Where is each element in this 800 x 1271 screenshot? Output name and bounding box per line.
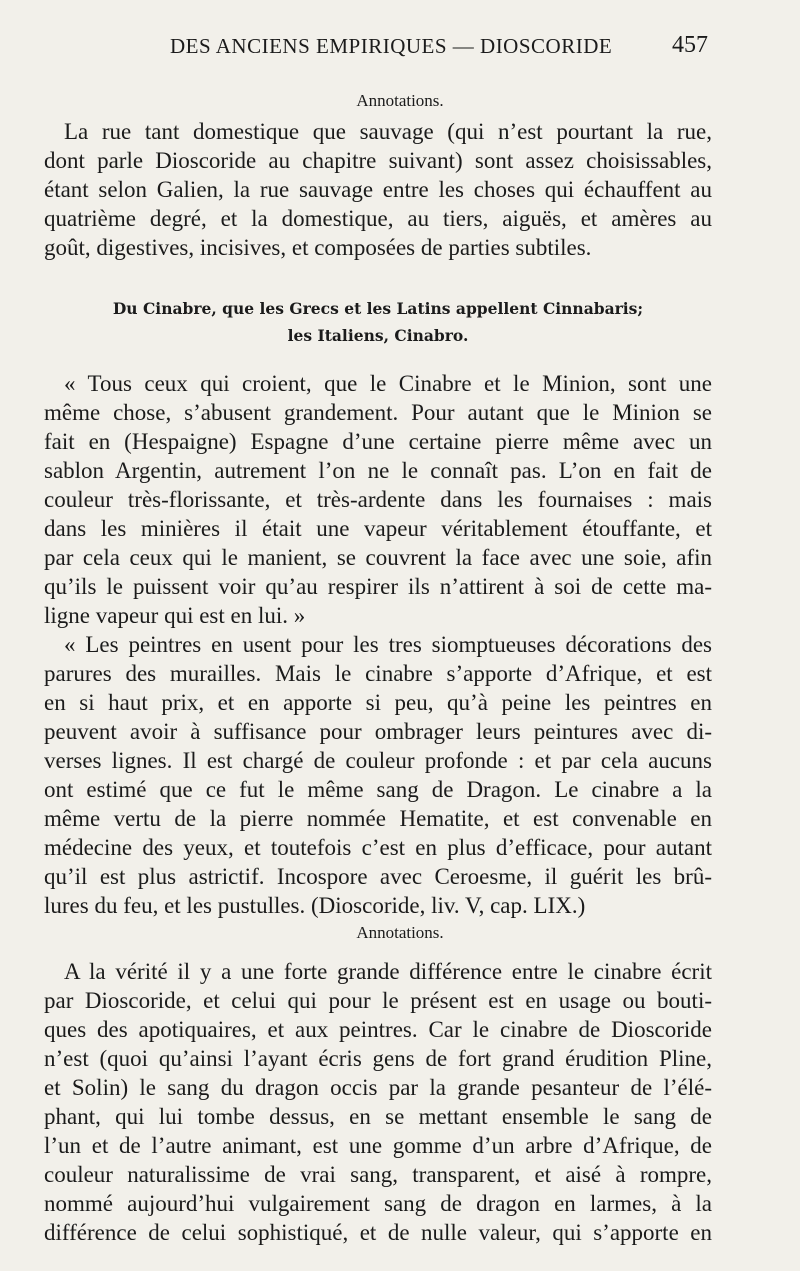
text-line: ligne vapeur qui est en lui. » [44,603,306,628]
text-line: même vertu de la pierre nommée Hematite, et est convenable en [44,806,712,831]
text-line: étant selon Galien, la rue sauvage entre les choses qui échauffent au [44,177,712,202]
text-line: « Les peintres en usent pour les tres siomptueuses décorations des [64,632,712,657]
page-number: 457 [672,32,708,58]
text-line: parures des murailles. Mais le cinabre s’apporte d’Afrique, et est [44,661,712,686]
text-line: par cela ceux qui le manient, se couvrent la face avec une soie, afin [44,545,712,570]
text-line: dont parle Dioscoride au chapitre suivant) sont assez choisissables, [44,148,712,173]
text-line: La rue tant domestique que sauvage (qui n’est pourtant la rue, [64,119,712,144]
text-line: couleur naturalissime de vrai sang, transparent, et aisé à rompre, [44,1162,712,1187]
text-line: qu’ils le puissent voir qu’au respirer ils n’attirent à soi de cette ma- [44,574,712,599]
text-line: même chose, s’abusent grandement. Pour autant que le Minion se [44,400,712,425]
text-line: « Tous ceux qui croient, que le Cinabre et le Minion, sont une [64,371,712,396]
text-line: verses lignes. Il est chargé de couleur profonde : et par cela aucuns [44,748,712,773]
text-line: et Solin) le sang du dragon occis par la grande pesanteur de l’élé- [44,1075,712,1100]
text-line: ont estimé que ce fut le même sang de Dragon. Le cinabre a la [44,777,712,802]
text-line: en si haut prix, et en apporte si peu, qu’à peine les peintres en [44,690,712,715]
text-line: sablon Argentin, autrement l’on ne le connaît pas. L’on en fait de [44,458,712,483]
text-line: fait en (Hespaigne) Espagne d’une certaine pierre même avec un [44,429,712,454]
running-title: DES ANCIENS EMPIRIQUES — DIOSCORIDE [170,34,613,58]
annotations-label: Annotations. [356,91,444,110]
annotations-label: Annotations. [356,923,444,942]
text-line: goût, digestives, incisives, et composées de parties subtiles. [44,235,592,260]
text-line: dans les minières il était une vapeur véritablement étouffante, et [44,516,712,541]
text-line: peuvent avoir à suffisance pour ombrager leurs peintures avec di- [44,719,712,744]
section-heading: Du Cinabre, que les Grecs et les Latins appellent Cinnabaris; [112,299,644,318]
text-line: phant, qui lui tombe dessus, en se mettant ensemble le sang de [44,1104,712,1129]
text-line: lures du feu, et les pustulles. (Dioscoride, liv. V, cap. LIX.) [44,893,586,918]
text-line: par Dioscoride, et celui qui pour le présent est en usage ou bouti- [44,988,712,1013]
text-line: couleur très-florissante, et très-ardente dans les fournaises : mais [44,487,712,512]
text-line: différence de celui sophistiqué, et de nulle valeur, qui s’apporte en [44,1220,712,1245]
text-line: ques des apotiquaires, et aux peintres. Car le cinabre de Dioscoride [44,1017,712,1042]
text-line: quatrième degré, et la domestique, au tiers, aiguës, et amères au [44,206,712,231]
section-heading: les Italiens, Cinabro. [287,326,469,345]
text-line: n’est (quoi qu’ainsi l’ayant écris gens de fort grand érudition Pline, [44,1046,712,1071]
text-line: médecine des yeux, et toutefois c’est en plus d’efficace, pour autant [44,835,712,860]
text-line: A la vérité il y a une forte grande différence entre le cinabre écrit [64,959,712,984]
text-line: l’un et de l’autre animant, est une gomme d’un arbre d’Afrique, de [44,1133,712,1158]
text-line: qu’il est plus astrictif. Incospore avec Ceroesme, il guérit les brû- [44,864,712,889]
text-line: nommé aujourd’hui vulgairement sang de dragon en larmes, à la [44,1191,712,1216]
running-header [0,30,800,66]
